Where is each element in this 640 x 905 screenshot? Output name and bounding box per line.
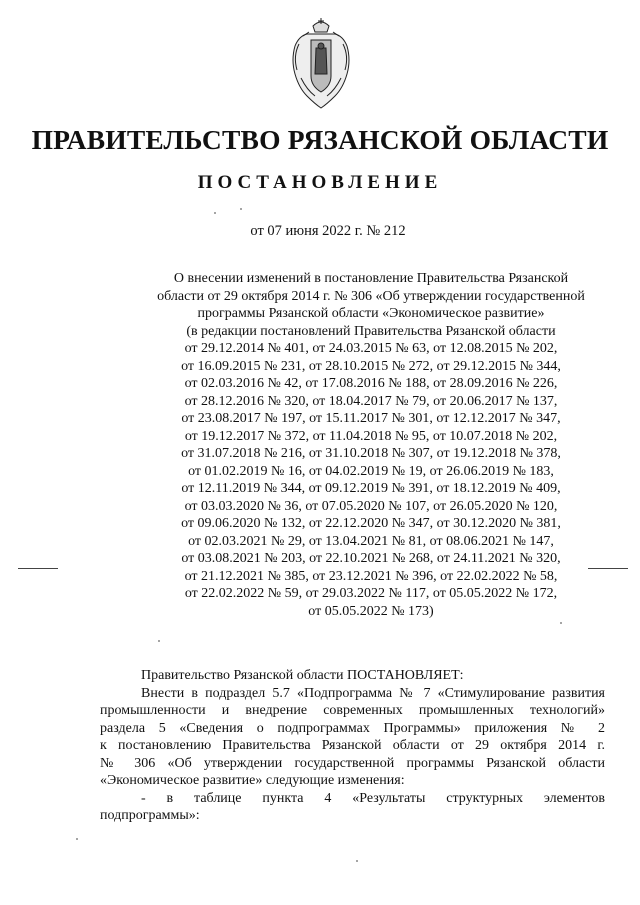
coat-of-arms-emblem	[285, 16, 357, 112]
subject-line: области от 29 октября 2014 г. № 306 «Об утверждении государственной	[157, 288, 585, 304]
subject-line: от 05.05.2022 № 173)	[308, 603, 434, 619]
subject-line: от 12.11.2019 № 344, от 09.12.2019 № 391, от 18.12.2019 № 409,	[181, 481, 561, 496]
scan-speck	[240, 208, 242, 210]
document-type: ПОСТАНОВЛЕНИЕ	[197, 172, 443, 193]
scan-speck	[76, 838, 78, 840]
subject-line: от 28.12.2016 № 320, от 18.04.2017 № 79, от 20.06.2017 № 137,	[184, 393, 558, 409]
government-title: ПРАВИТЕЛЬСТВО РЯЗАНСКОЙ ОБЛАСТИ	[31, 124, 609, 155]
subject-line: от 02.03.2016 № 42, от 17.08.2016 № 188, от 28.09.2016 № 226,	[184, 376, 558, 391]
subject-block	[130, 270, 612, 620]
scan-speck	[560, 622, 562, 624]
subject-line: программы Рязанской области «Экономическое развитие»	[197, 306, 545, 321]
subject-line: от 21.12.2021 № 385, от 23.12.2021 № 396, от 22.02.2022 № 58,	[184, 568, 558, 584]
body-line: подпрограммы»:	[100, 808, 200, 823]
left-margin-mark	[18, 568, 58, 569]
subject-line: от 03.08.2021 № 203, от 22.10.2021 № 268, от 24.11.2021 № 320,	[181, 551, 561, 566]
subject-line: от 29.12.2014 № 401, от 24.03.2015 № 63, от 12.08.2015 № 202,	[184, 341, 558, 356]
subject-line: О внесении изменений в постановление Правительства Рязанской	[173, 271, 569, 286]
subject-line: от 01.02.2019 № 16, от 04.02.2019 № 19, от 26.06.2019 № 183,	[188, 463, 554, 479]
scan-speck	[214, 212, 216, 214]
scan-speck	[158, 640, 160, 642]
subject-line: от 19.12.2017 № 372, от 11.04.2018 № 95, от 10.07.2018 № 202,	[184, 428, 558, 444]
document-date-number: от 07 июня 2022 г. № 212	[250, 223, 406, 239]
body-line: «Экономическое развитие» следующие изменения:	[100, 773, 405, 788]
body-line: Внести в подраздел 5.7 «Подпрограмма № 7 «Стимулирование развития	[141, 685, 605, 701]
subject-line: (в редакции постановлений Правительства Рязанской области	[186, 323, 556, 339]
decree-statement: Правительство Рязанской области ПОСТАНОВЛЯЕТ:	[141, 668, 464, 683]
subject-line: от 03.03.2020 № 36, от 07.05.2020 № 107, от 26.05.2020 № 120,	[184, 498, 558, 514]
subject-line: от 09.06.2020 № 132, от 22.12.2020 № 347, от 30.12.2020 № 381,	[181, 516, 561, 531]
subject-line: от 31.07.2018 № 216, от 31.10.2018 № 307, от 19.12.2018 № 378,	[181, 446, 561, 461]
subject-line: от 16.09.2015 № 231, от 28.10.2015 № 272, от 29.12.2015 № 344,	[181, 358, 561, 374]
body-line: - в таблице пункта 4 «Результаты структурных элементов	[141, 790, 605, 806]
subject-line: от 23.08.2017 № 197, от 15.11.2017 № 301, от 12.12.2017 № 347,	[181, 411, 561, 426]
body-line: промышленности и внедрение современных промышленных технологий»	[100, 703, 605, 718]
body-line: раздела 5 «Сведения о подпрограммах Программы» приложения № 2	[100, 720, 605, 736]
right-margin-mark	[588, 568, 628, 569]
body-line: № 306 «Об утверждении государственной программы Рязанской области	[100, 755, 605, 771]
subject-line: от 22.02.2022 № 59, от 29.03.2022 № 117, от 05.05.2022 № 172,	[184, 586, 558, 601]
scan-speck	[356, 860, 358, 862]
body-line: к постановлению Правительства Рязанской области от 29 октября 2014 г.	[100, 738, 605, 753]
subject-line: от 02.03.2021 № 29, от 13.04.2021 № 81, от 08.06.2021 № 147,	[188, 533, 554, 549]
decree-body	[100, 667, 605, 825]
